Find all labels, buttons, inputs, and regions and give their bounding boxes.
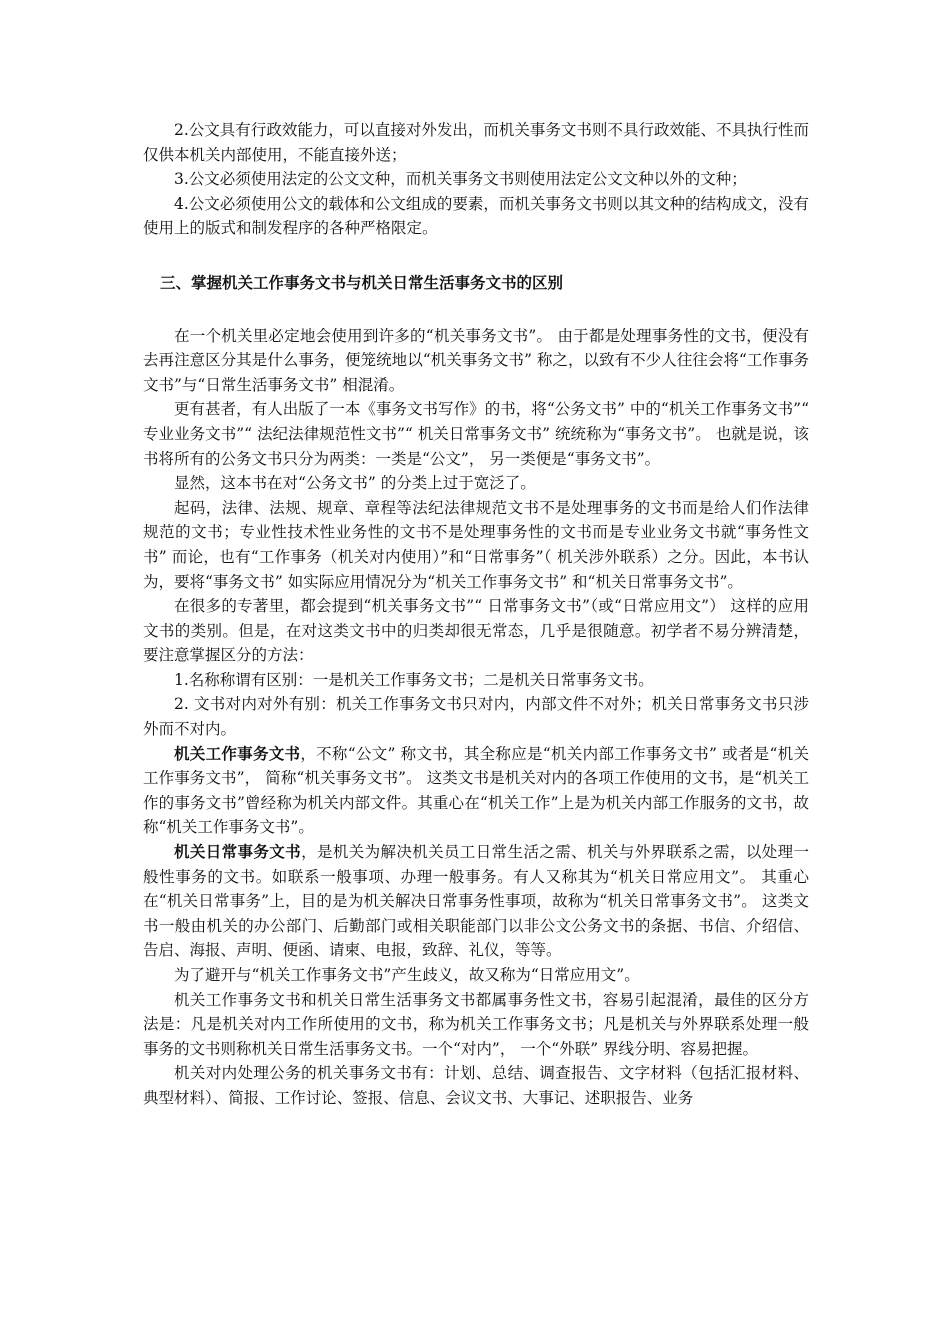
list-item-4: 4.公文必须使用公文的载体和公文组成的要素，而机关事务文书则以其文种的结构成文，没有使用上的版式和制发程序的各种严格限定。 <box>143 194 809 238</box>
document-page <box>143 118 809 1111</box>
term-work-affairs: 机关工作事务文书 <box>174 744 301 763</box>
term-daily-affairs: 机关日常事务文书 <box>174 843 302 862</box>
paragraph-4: 起码，法律、法规、规章、章程等法纪法律规范文书不是处理事务的文书而是给人们作法律规范的文书；专业性技术性业务性的文书不是处理事务性的文书而是专业业务文书就“事务性文书” 而论，也有“工作事务（机关对内使用）”和“日常事务”（ 机关涉外联系）之分。因此，本书认为，要将“事务文书” 如实际应用情况分为“机关工作事务文书” 和“机关日常事务文书”。 <box>143 498 809 591</box>
paragraph-7: 2. 文书对内对外有别：机关工作事务文书只对内，内部文件不对外；机关日常事务文书只涉外而不对内。 <box>143 695 809 739</box>
list-item-2: 2.公文具有行政效能力，可以直接对外发出，而机关事务文书则不具行政效能、不具执行性而仅供本机关内部使用，不能直接外送； <box>143 121 809 164</box>
paragraph-6: 1.名称称谓有区别：一是机关工作事务文书；二是机关日常事务文书。 <box>174 670 654 689</box>
paragraph-10: 为了避开与“机关工作事务文书”产生歧义，故又称为“日常应用文”。 <box>174 966 640 984</box>
paragraph-3: 显然，这本书在对“公务文书” 的分类上过于宽泛了。 <box>174 474 536 493</box>
paragraph-9-text: ，是机关为解决机关员工日常生活之需、机关与外界联系之需，以处理一般性事务的文书。如联系一般事项、办理一般事务。有人又称其为“机关日常应用文”。 其重心在“机关日常事务”上，目的是为机关解决日常事务性事项，故称为“机关日常事务文书”。 这类文书一般由机关的办公部门、后勤部门或相关职能部门以非公文公务文书的条据、书信、介绍信、告启、海报、声明、便函、请柬、电报，致辞、礼仪，等等。 <box>143 843 809 960</box>
section-heading: 三、掌握机关工作事务文书与机关日常生活事务文书的区别 <box>160 273 564 292</box>
paragraph-8-text: ，不称“公文” 称文书，其全称应是“机关内部工作事务文书” 或者是“机关工作事务文书”， 简称“机关事务文书”。 这类文书是机关对内的各项工作使用的文书，是“机关工作的事务文书”曾经称为机关内部文件。其重心在“机关工作”上是为机关内部工作服务的文书，故称“机关工作事务文书”。 <box>143 744 809 837</box>
paragraph-1: 在一个机关里必定地会使用到许多的“机关事务文书”。 由于都是处理事务性的文书，便没有去再注意区分其是什么事务，便笼统地以“机关事务文书” 称之，以致有不少人往往会将“工作事务文书”与“日常生活事务文书” 相混淆。 <box>143 326 809 394</box>
paragraph-2: 更有甚者，有人出版了一本《事务文书写作》的书，将“公务文书” 中的“机关工作事务文书”“ 专业业务文书”“ 法纪法律规范性文书”“ 机关日常事务文书” 统统称为“事务文书”。 也就是说，该书将所有的公务文书只分为两类：一类是“公文”， 另一类便是“事务文书”。 <box>143 400 809 468</box>
paragraph-12: 机关对内处理公务的机关事务文书有：计划、总结、调查报告、文字材料（包括汇报材料、典型材料）、简报、工作讨论、签报、信息、会议文书、大事记、述职报告、业务 <box>143 1064 809 1107</box>
paragraph-11: 机关工作事务文书和机关日常生活事务文书都属事务性文书，容易引起混淆，最佳的区分方法是：凡是机关对内工作所使用的文书，称为机关工作事务文书；凡是机关与外界联系处理一般事务的文书则称机关日常生活事务文书。一个“对内”， 一个“外联” 界线分明、容易把握。 <box>143 990 809 1058</box>
paragraph-8 <box>143 742 809 840</box>
paragraph-5: 在很多的专著里，都会提到“机关事务文书”“ 日常事务文书”（或“日常应用文”） 这样的应用文书的类别。但是，在对这类文书中的归类却很无常态，几乎是很随意。初学者不易分辨清楚，要注意掌握区分的方法： <box>143 597 809 665</box>
list-item-3: 3.公文必须使用法定的公文文种，而机关事务文书则使用法定公文文种以外的文种； <box>174 170 747 189</box>
paragraph-9 <box>143 840 809 963</box>
